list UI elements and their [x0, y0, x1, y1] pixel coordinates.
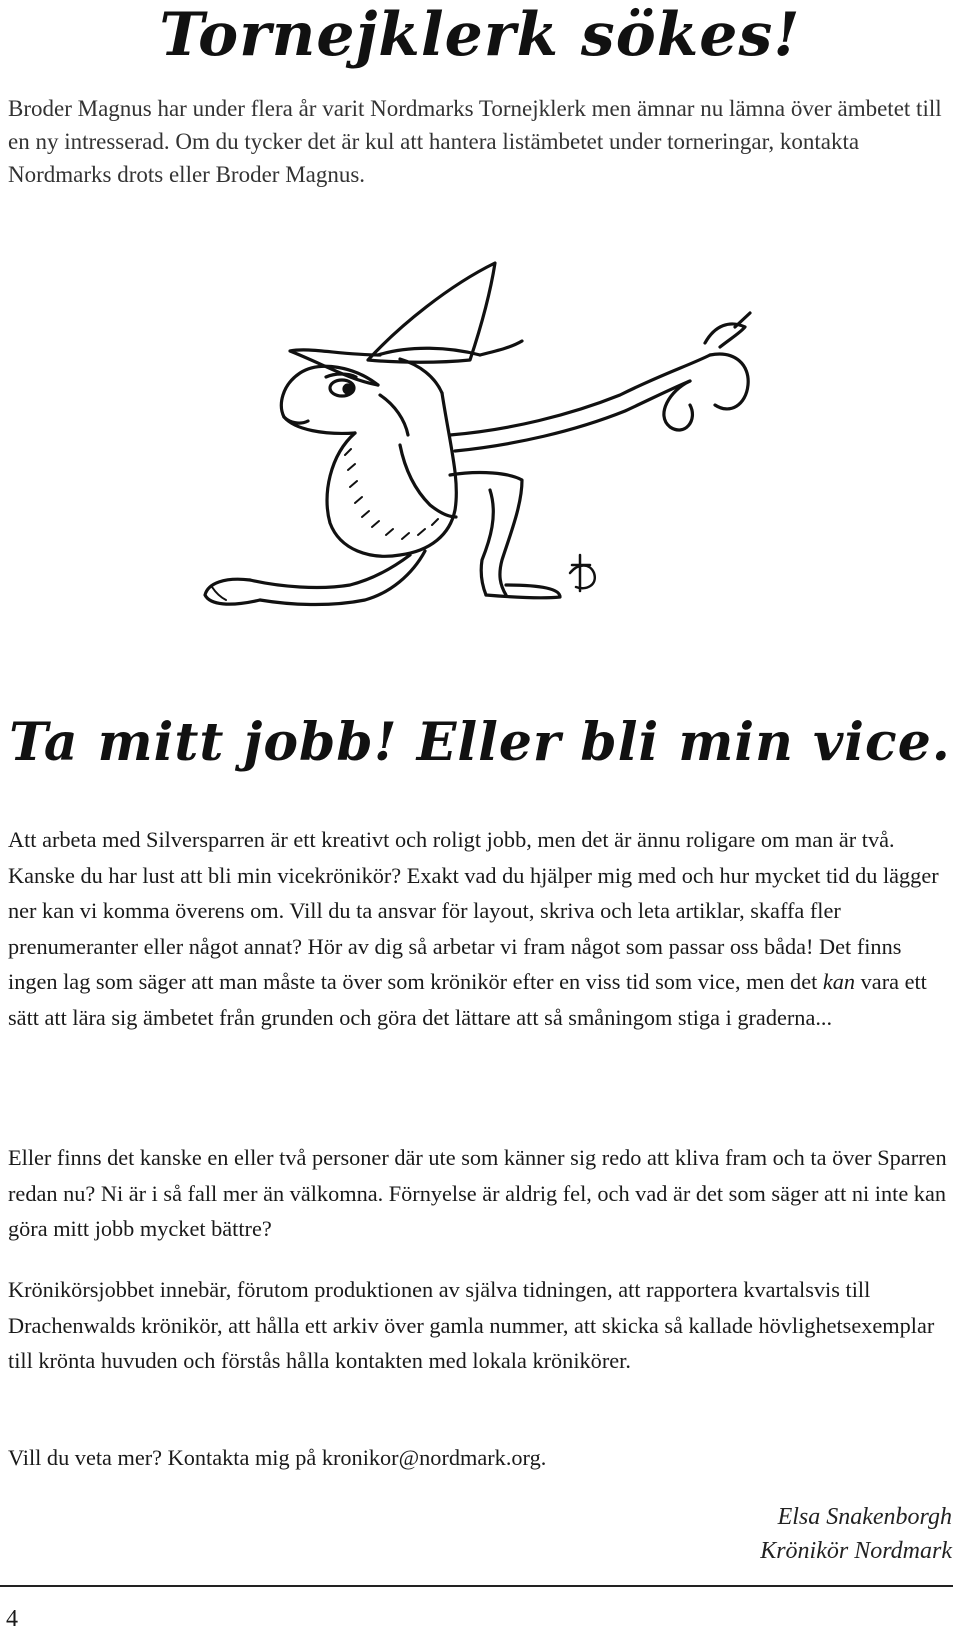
- intro-paragraph: Broder Magnus har under flera år varit Nordmarks Tornejklerk men ämnar nu lämna över ämbetet till en ny intresserad. Om du tycker det är kul att hantera listämbetet under torneringar, kontakta Nordmarks drots eller Broder Magnus.: [8, 96, 942, 187]
- footer-rule: [0, 1585, 953, 1587]
- heading-ta-mitt-jobb: Ta mitt jobb! Eller bli min vice.: [9, 712, 951, 773]
- page-number: 4: [6, 1606, 18, 1632]
- rabbit-knight-illustration: [150, 255, 770, 675]
- paragraph-text: Att arbeta med Silversparren är ett kreativt och roligt jobb, men det är ännu roligare om man är två. Kanske du har lust att bli min vicekrönikör? Exakt vad du hjälper mig med och hur mycket tid du lägger ner kan vi komma överens om. Vill du ta ansvar för layout, skriva och leta artiklar, skaffa fler prenumeranter eller något annat? Hör av dig så arbetar vi fram något som passar oss båda! Det finns ingen lag som säger att man måste ta över som krönikör efter en viss tid som vice, men det: [8, 827, 939, 994]
- paragraph-text: vara ett sätt att lära sig ämbetet från grunden och göra det lättare att så småningom stiga i graderna...: [8, 969, 927, 1030]
- emphasized-word: kan: [822, 969, 856, 994]
- paragraph-take-over: Eller finns det kanske en eller två personer där ute som känner sig redo att kliva fram och ta över Sparren redan nu? Ni är i så fall mer än välkomna. Förnyelse är aldrig fel, och vad är det som säger att ni inte kan göra mitt jobb mycket bättre?: [8, 1145, 947, 1241]
- paragraph-contact: Vill du veta mer? Kontakta mig på kronikor@nordmark.org.: [8, 1445, 547, 1470]
- signature-name: Elsa Snakenborgh: [777, 1504, 952, 1530]
- heading-tornejklerk: Tornejklerk sökes!: [159, 0, 801, 70]
- signature-title: Krönikör Nordmark: [760, 1538, 952, 1564]
- paragraph-vice-kronikor: [8, 822, 953, 1035]
- paragraph-duties: Krönikörsjobbet innebär, förutom produktionen av själva tidningen, att rapportera kvartalsvis till Drachenwalds krönikör, att hålla ett arkiv över gamla nummer, att skicka så kallade hövlighetsexemplar till krönta huvuden och förstås hålla kontakten med lokala krönikörer.: [8, 1277, 935, 1373]
